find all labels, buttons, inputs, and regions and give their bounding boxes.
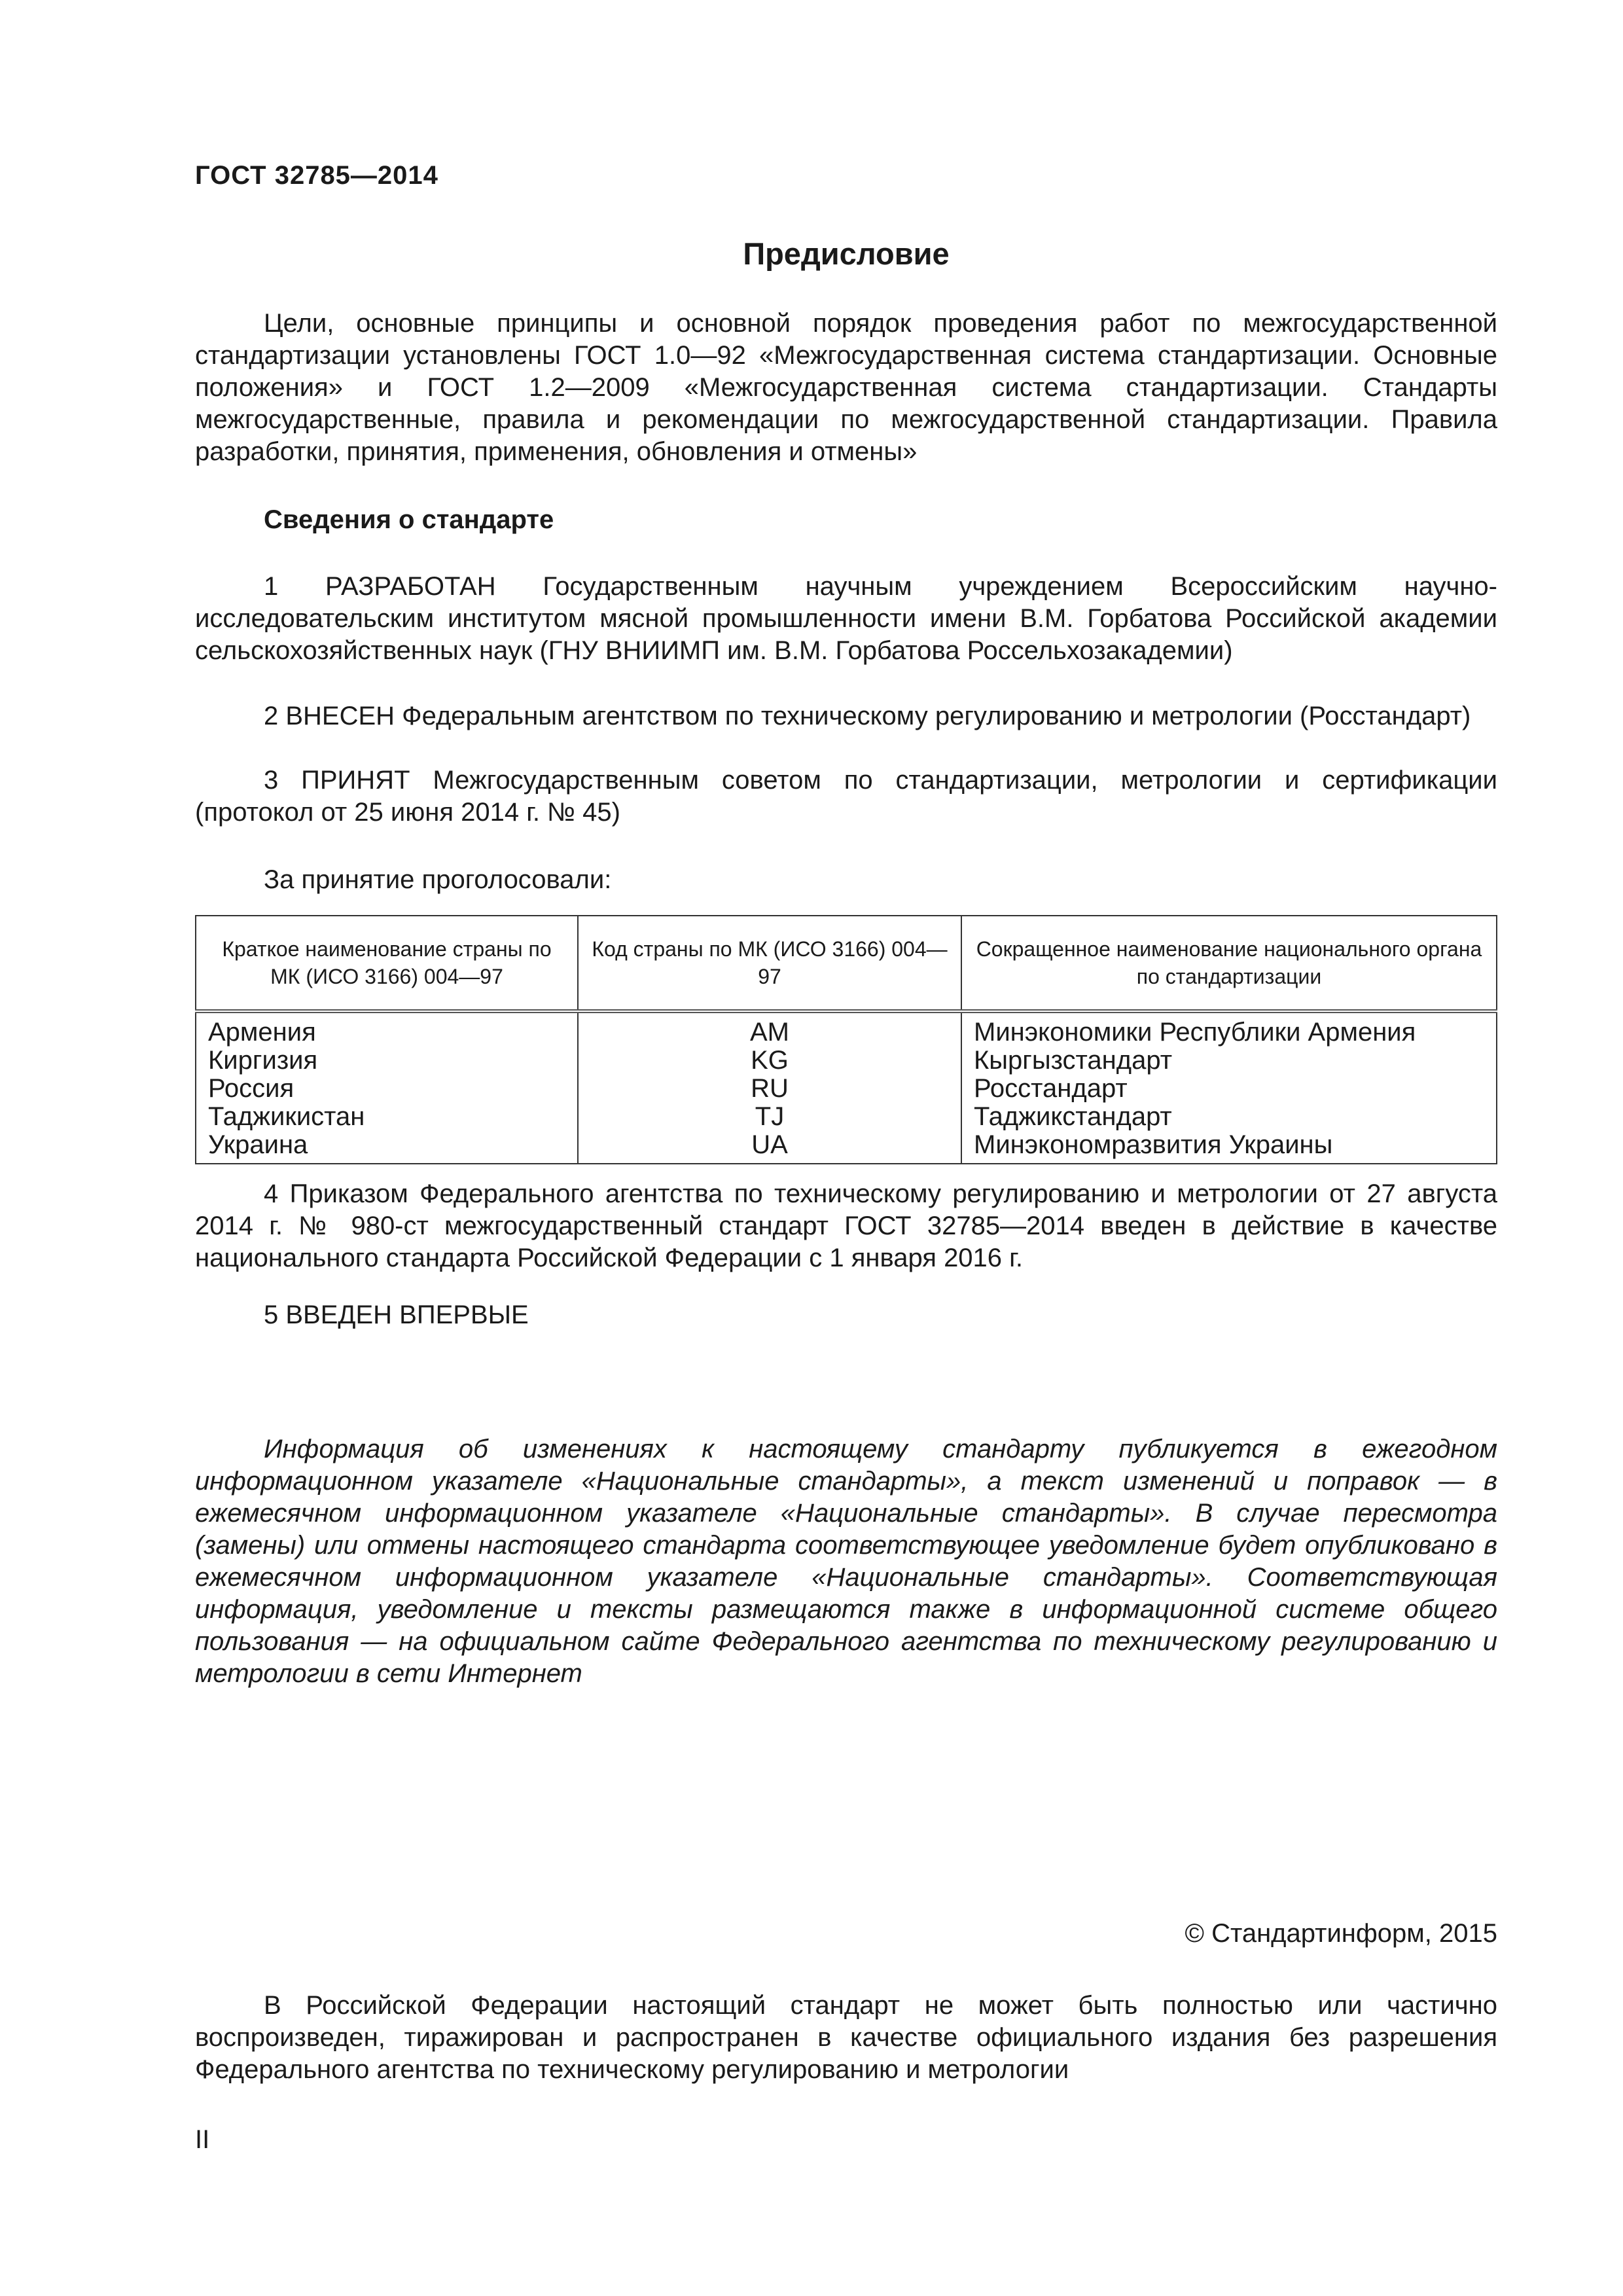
header-country-code: Код страны по МК (ИСО 3166) 004—97 <box>578 916 961 1011</box>
header-national-body: Сокращенное наименование национального органа по стандартизации <box>961 916 1497 1011</box>
item-submitted: 2 ВНЕСЕН Федеральным агентством по техническому регулированию и метрологии (Росстандарт) <box>264 702 1471 730</box>
item-developed: 1 РАЗРАБОТАН Государственным научным учреждением Всероссийским научно-исследовательским институтом мясной промышленности имени В.М. Горбатова Российской академии сельскохозяйственных наук (ГНУ ВНИИМП им. В.М. Горбатова Россельхозакадемии) <box>195 572 1497 665</box>
table-row <box>196 1131 1497 1164</box>
cell-country: Киргизия <box>196 1047 578 1075</box>
cell-body: Таджикстандарт <box>961 1103 1497 1131</box>
item-first-introduced: 5 ВВЕДЕН ВПЕРВЫЕ <box>264 1300 529 1329</box>
cell-code: KG <box>578 1047 961 1075</box>
table-row <box>196 1047 1497 1075</box>
standard-info-heading: Сведения о стандарте <box>264 505 554 534</box>
cell-body: Минэкономики Республики Армения <box>961 1011 1497 1047</box>
item-enacted: 4 Приказом Федерального агентства по техническому регулированию и метрологии от 27 августа 2014 г. № 980-ст межгосударственный стандарт ГОСТ 32785—2014 введен в действие в качестве национального стандарта Российской Федерации с 1 января 2016 г. <box>195 1179 1497 1272</box>
cell-country: Украина <box>196 1131 578 1164</box>
cell-code: RU <box>578 1075 961 1103</box>
cell-code: UA <box>578 1131 961 1164</box>
cell-body: Кыргызстандарт <box>961 1047 1497 1075</box>
cell-code: AM <box>578 1011 961 1047</box>
voting-countries-table <box>195 915 1497 1164</box>
intro-paragraph: Цели, основные принципы и основной порядок проведения работ по межгосударственной стандартизации установлены ГОСТ 1.0—92 «Межгосударственная система стандартизации. Основные положения» и ГОСТ 1.2—2009 «Межгосударственная система стандартизации. Стандарты межгосударственные, правила и рекомендации по межгосударственной стандартизации. Правила разработки, принятия, применения, обновления и отмены» <box>195 309 1497 466</box>
table-row <box>196 1075 1497 1103</box>
cell-body: Минэкономразвития Украины <box>961 1131 1497 1164</box>
table-row <box>196 1011 1497 1047</box>
item-adopted: 3 ПРИНЯТ Межгосударственным советом по стандартизации, метрологии и сертификации (протокол от 25 июня 2014 г. № 45) <box>195 766 1497 827</box>
table-row <box>196 1103 1497 1131</box>
amendments-info-notice: Информация об изменениях к настоящему стандарту публикуется в ежегодном информационном указателе «Национальные стандарты», а текст изменений и поправок — в ежемесячном информационном указателе «Национальные стандарты». В случае пересмотра (замены) или отмены настоящего стандарта соответствующее уведомление будет опубликовано в ежемесячном информационном указателе «Национальные стандарты». Соответствующая информация, уведомление и тексты размещаются также в информационной системе общего пользования — на официальном сайте Федерального агентства по техническому регулированию и метрологии в сети Интернет <box>195 1435 1497 1688</box>
voted-label: За принятие проголосовали: <box>264 865 612 894</box>
cell-code: TJ <box>578 1103 961 1131</box>
cell-country: Таджикистан <box>196 1103 578 1131</box>
table-header-row <box>196 916 1497 1011</box>
document-code: ГОСТ 32785—2014 <box>195 161 438 190</box>
header-country-name: Краткое наименование страны по МК (ИСО 3166) 004—97 <box>196 916 578 1011</box>
reproduction-notice: В Российской Федерации настоящий стандарт не может быть полностью или частично воспроизведен, тиражирован и распространен в качестве официального издания без разрешения Федерального агентства по техническому регулированию и метрологии <box>195 1991 1497 2084</box>
copyright-line: © Стандартинформ, 2015 <box>1185 1919 1497 1948</box>
cell-body: Росстандарт <box>961 1075 1497 1103</box>
page-title: Предисловие <box>743 236 950 271</box>
cell-country: Россия <box>196 1075 578 1103</box>
cell-country: Армения <box>196 1011 578 1047</box>
page-number: II <box>195 2125 210 2154</box>
